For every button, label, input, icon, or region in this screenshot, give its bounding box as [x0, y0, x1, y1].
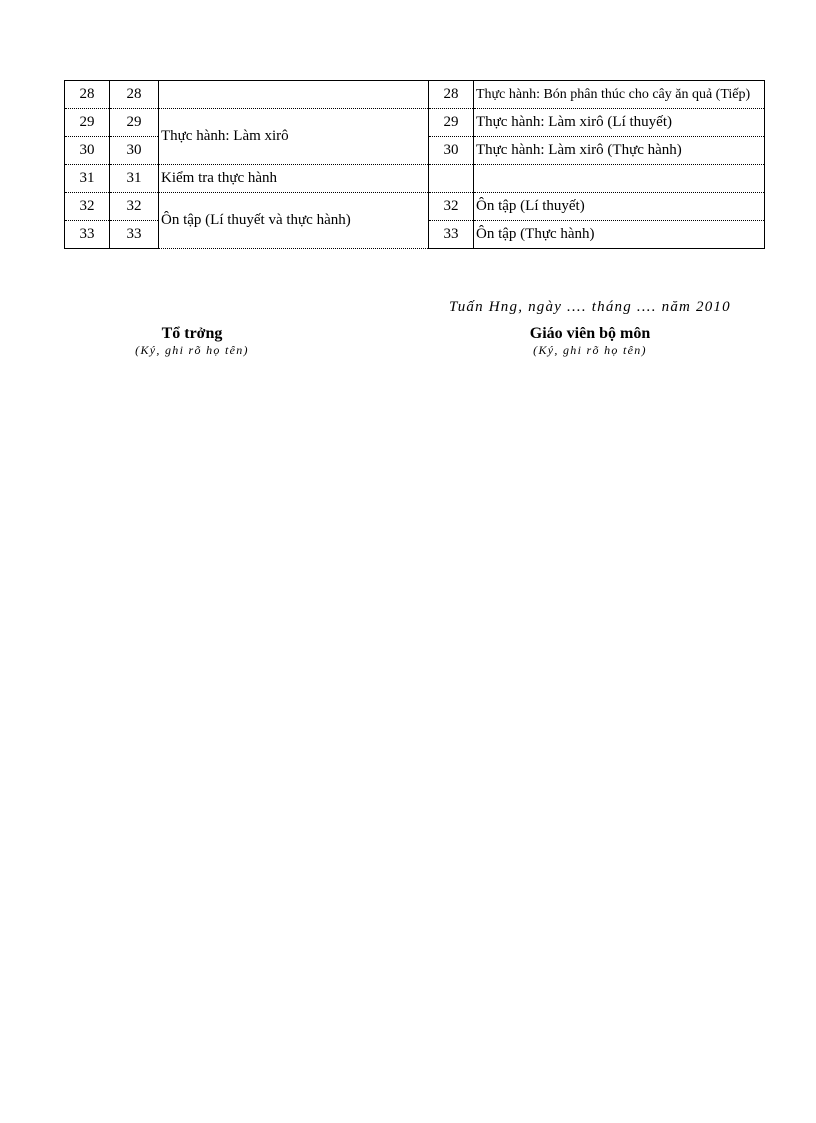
table-row — [65, 165, 765, 193]
table-row — [65, 109, 765, 137]
right-topic: Ôn tập (Thực hành) — [474, 221, 765, 249]
right-topic: Thực hành: Làm xirô (Lí thuyết) — [474, 109, 765, 137]
week-number: 28 — [65, 81, 110, 109]
table-row — [65, 193, 765, 221]
right-lesson-number: 33 — [429, 221, 474, 249]
signature-block-head — [112, 325, 272, 357]
week-number: 32 — [65, 193, 110, 221]
lesson-number: 32 — [110, 193, 159, 221]
week-number: 29 — [65, 109, 110, 137]
right-topic: Thực hành: Làm xirô (Thực hành) — [474, 137, 765, 165]
signature-note-head: (Ký, ghi rõ họ tên) — [135, 343, 249, 357]
left-topic — [159, 81, 429, 109]
right-lesson-number: 28 — [429, 81, 474, 109]
date-line: Tuấn Hng, ngày .... tháng .... năm 2010 — [449, 299, 731, 315]
signature-title-head: Tổ trởng — [161, 325, 223, 342]
week-number: 33 — [65, 221, 110, 249]
lesson-number: 30 — [110, 137, 159, 165]
left-topic: Kiểm tra thực hành — [159, 165, 429, 193]
signature-note-teacher: (Ký, ghi rõ họ tên) — [533, 343, 647, 357]
left-topic: Thực hành: Làm xirô — [159, 109, 429, 165]
left-topic: Ôn tập (Lí thuyết và thực hành) — [159, 193, 429, 249]
right-lesson-number: 30 — [429, 137, 474, 165]
right-lesson-number: 32 — [429, 193, 474, 221]
week-number: 31 — [65, 165, 110, 193]
signature-block-teacher — [505, 325, 675, 357]
lesson-number: 28 — [110, 81, 159, 109]
lesson-number: 29 — [110, 109, 159, 137]
right-topic: Ôn tập (Lí thuyết) — [474, 193, 765, 221]
lesson-plan-table — [64, 80, 765, 249]
lesson-number: 31 — [110, 165, 159, 193]
lesson-number: 33 — [110, 221, 159, 249]
right-topic — [474, 81, 765, 109]
right-topic — [474, 165, 765, 193]
right-topic-text: Thực hành: Bón phân thúc cho cây ăn quả (Tiếp) — [476, 87, 751, 102]
right-lesson-number — [429, 165, 474, 193]
week-number: 30 — [65, 137, 110, 165]
table-row — [65, 81, 765, 109]
right-lesson-number: 29 — [429, 109, 474, 137]
signature-title-teacher: Giáo viên bộ môn — [529, 325, 651, 342]
